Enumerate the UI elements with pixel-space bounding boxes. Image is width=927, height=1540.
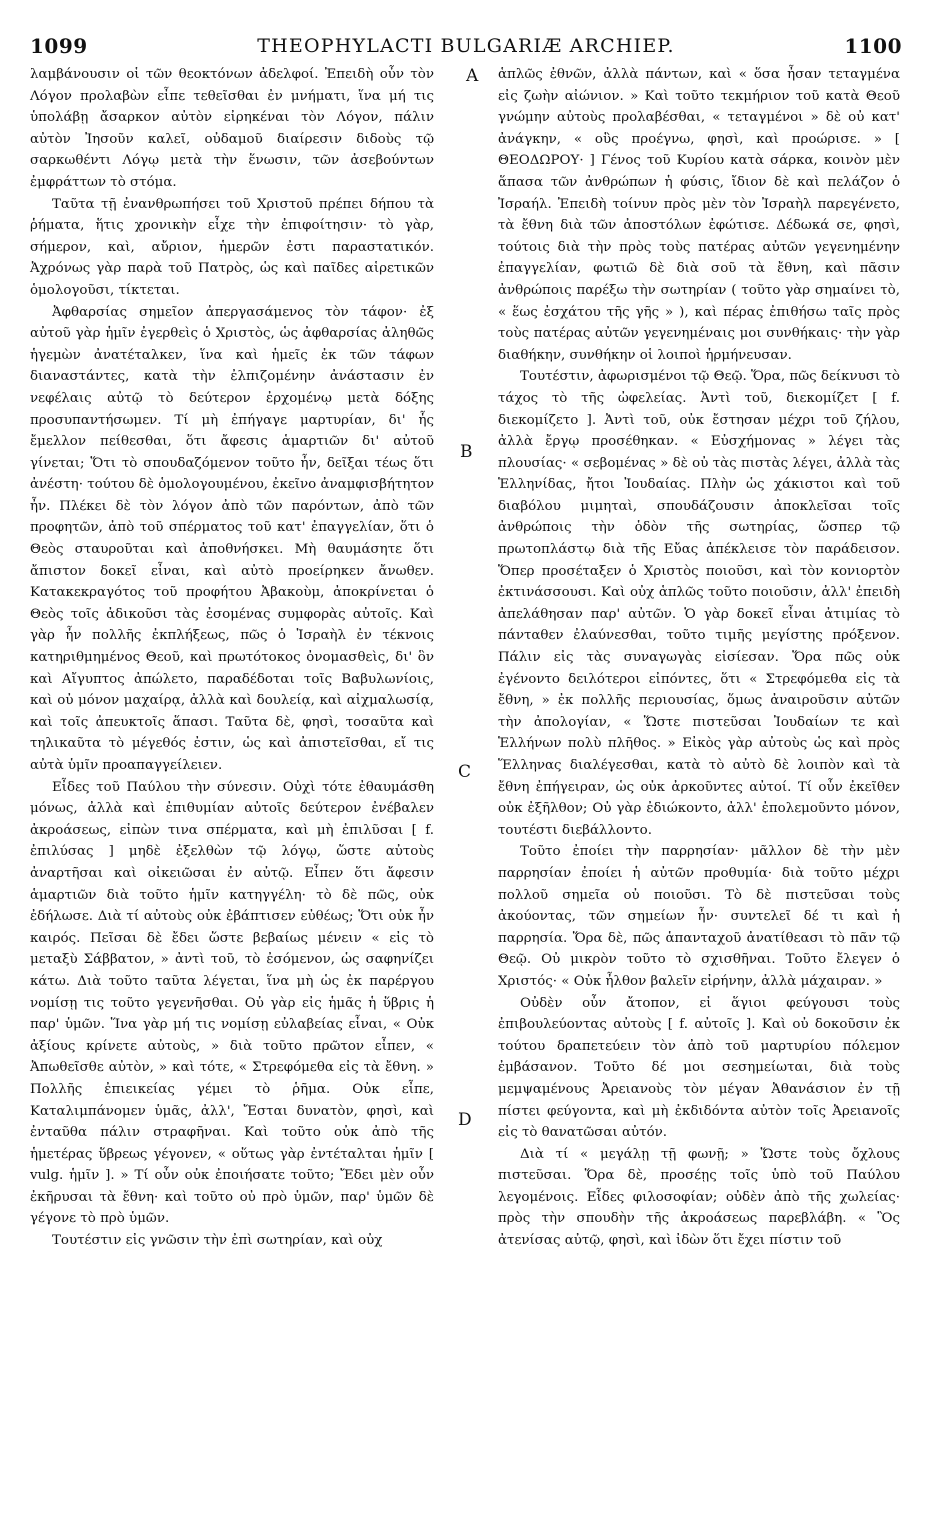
paragraph: Εἶδες τοῦ Παύλου τὴν σύνεσιν. Οὐχὶ τότε ἐθαυμάσθη μόνως, ἀλλὰ καὶ ἐπιθυμίαν αὐτοῖς δεύτερον ἐνέβαλεν ἀκροάσεως, εἰπὼν τινα σπέρματα, καὶ μὴ ἐπιλῦσαι [ f. ἐπιλύσας ] μηδὲ ἐξελθὼν τῷ λόγῳ, ὥστε αὐτοὺς ἀναρτῆσαι καὶ οἰκειῶσαι ἐν αὐτῷ. Εἶπεν ὅτι ἄφεσιν ἁμαρτιῶν διὰ τοῦτο ἡμῖν κατηγγέλη· τὸ δὲ πῶς, οὐκ ἐδήλωσε. Διὰ τί αὐτοὺς οὐκ ἐβάπτισεν εὐθέως; Ὅτι οὐκ ἦν καιρός. Πεῖσαι δὲ ἔδει ὥστε βεβαίως μένειν « εἰς τὸ μεταξὺ Σάββατον, » ἀντὶ τοῦ, τὸ ἐσόμενον, ὡς σαφηνίζει κάτω. Διὰ τοῦτο ταῦτα λέγεται, ἵνα μὴ ὡς ἐκ παρέργου νομίσῃ τις τοῦτο γεγενῆσθαι. Οὐ γὰρ εἰς ἡμᾶς ἡ ὕβρις ἡ παρ' ὑμῶν. Ἵνα γὰρ μή τις νομίσῃ εὐλαβείας εἶναι, « Οὐκ ἀξίους κρίνετε αὐτοὺς, » διὰ τοῦτο πρῶτον εἶπεν, « Ἀπωθεῖσθε αὐτὸν, » καὶ τότε, « Στρεφόμεθα εἰς τὰ ἔθνη. » Πολλῆς ἐπιεικείας γέμει τὸ ῥῆμα. Οὐκ εἶπε, Καταλιμπάνομεν ὑμᾶς, ἀλλ', Ἔσται δυνατὸν, φησὶ, καὶ ἐνταῦθα πάλιν στραφῆναι. Καὶ τοῦτο οὐκ ἀπὸ τῆς ἡμετέρας ὕβρεως γέγονεν, « οὕτως γὰρ ἐντέταλται ἡμῖν [ vulg. ἡμῖν ]. » Τί οὖν οὐκ ἐποιήσατε τοῦτο; Ἔδει μὲν οὖν ἐκῆρυσαι τὰ ἔθνη· καὶ τοῦτο οὐ πρὸ ὑμῶν, παρ' ὑμῶν δὲ γέγονε τὸ πρὸ ὑμῶν.: [30, 779, 434, 1227]
margin-letter-b: B: [460, 442, 473, 462]
paragraph: Ταῦτα τῇ ἐνανθρωπήσει τοῦ Χριστοῦ πρέπει δήπου τὰ ῥήματα, ἥτις χρονικὴν εἶχε τὴν ἐπιφοίτησιν· τὸ γὰρ, σήμερον, καὶ, αὔριον, ἡμερῶν ἐστι παραστατικόν. Ἀχρόνως γὰρ παρὰ τοῦ Πατρὸς, ὡς καὶ παῖδες αἱρετικῶν ὁμολογοῦσι, τίκτεται.: [30, 196, 434, 298]
page-number-right: 1100: [844, 34, 902, 58]
paragraph: ἁπλῶς ἐθνῶν, ἀλλὰ πάντων, καὶ « ὅσα ἦσαν τεταγμένα εἰς ζωὴν αἰώνιον. » Καὶ τοῦτο τεκμήριον τοῦ κατὰ Θεοῦ γνώμην αὐτοὺς προλαβέσθαι, « τεταγμένοι » δὲ οὐ κατ' ἀνάγκην, « οὓς προέγνω, φησὶ, καὶ προώρισε. » [ ΘΕΟΔΩΡΟΥ· ] Γένος τοῦ Κυρίου κατὰ σάρκα, κοινὸν μὲν ἅπασα τῶν ἀνθρώπων ἡ φύσις, ἴδιον δὲ καὶ πελάζον ὁ Ἰσραήλ. Ἐπειδὴ τοίνυν πρὸς μὲν τὸν Ἰσραὴλ παρεγένετο, τὰ ἔθνη διὰ τῶν ἀποστόλων ἐφώτισε. Δέδωκά σε, φησὶ, τούτοις διὰ τὴν πρὸς τοὺς πατέρας αὐτῶν γεγενημένην ἐπαγγελίαν, φωτιῶ δὲ διὰ σοῦ τὰ ἔθνη, καὶ πᾶσιν ἀνθρώποις παρέξω τὴν σωτηρίαν ( τοῦτο γὰρ σημαίνει τὸ, « ἕως ἐσχάτου τῆς γῆς » ), καὶ πέρας ἐπιθήσω ταῖς πρὸς τοὺς πατέρας αὐτῶν γεγενημέναις μοι συνθήκαις· τὴν γὰρ διαθήκην, συνθήκην οἱ λοιποὶ ἡρμήνευσαν.: [498, 67, 900, 363]
paragraph: Ἀφθαρσίας σημεῖον ἀπεργασάμενος τὸν τάφον· ἐξ αὐτοῦ γὰρ ἡμῖν ἐγερθεὶς ὁ Χριστὸς, ὡς ἀφθαρσίας ἀληθῶς ἡγεμὼν ἀνατέταλκεν, ἵνα καὶ ἡμεῖς ἐκ τῶν τάφων διαναστάντες, κατὰ τὴν ἐλπιζομένην ἀνάστασιν ἐν νεφέλαις αὐτῷ τὸ δεύτερον ἐρχομένῳ μετὰ δόξης προσυπαντήσωμεν. Τί μὴ ἐπήγαγε μαρτυρίαν, δι' ἧς ἔμελλον πείθεσθαι, ὅτι ἄφεσις ἁμαρτιῶν δι' αὐτοῦ γίνεται; Ὅτι τὸ σπουδαζόμενον τοῦτο ἦν, δεῖξαι τέως ὅτι ἀνέστη· τούτου δὲ ὁμολογουμένου, ἐκεῖνο ἀναμφισβήτητον ἦν. Πλέκει δὲ τὸν λόγον ἀπὸ τῶν παρόντων, ἀπὸ τῶν προφητῶν, ἀπὸ τοῦ σπέρματος τοῦ κατ' ἐπαγγελίαν, ὅτι ὁ Θεὸς σταυροῦται καὶ ἀποθνήσκει. Μὴ θαυμάσητε ὅτι ἄπιστον δοκεῖ εἶναι, καὶ αὐτὸ προείρηκεν ἄνωθεν. Κατακεκραγότος τοῦ προφήτου Ἀβακοὺμ, ἀποκρίνεται ὁ Θεὸς τοῖς ἀδικοῦσι τὰς ἐσομένας συμφορὰς αὐτοῖς. Καὶ γὰρ ἦν πολλῆς ἐκπλήξεως, πῶς ὁ Ἰσραὴλ ἐν τέκνοις κατηριθμημένος Θεοῦ, καὶ πρωτότοκος ὀνομασθεὶς, δι' ὃν καὶ Αἴγυπτος ἀπώλετο, παραδέδοται τοῖς Βαβυλωνίοις, καὶ οὐ μόνον μαχαίρᾳ, ἀλλὰ καὶ δουλείᾳ, καὶ αἰχμαλωσίᾳ, καὶ τοῖς ἀπευκτοῖς ἅπασι. Ταῦτα δὲ, φησὶ, τοσαῦτα καὶ τηλικαῦτα τὸ μέγεθός ἐστιν, ὡς καὶ ἀπιστεῖσθαι, εἴ τις αὐτὰ ὑμῖν προαπαγγείλειεν.: [30, 304, 434, 773]
page-number-left: 1099: [30, 34, 88, 58]
left-column: [30, 64, 434, 1252]
margin-letter-c: C: [458, 762, 472, 782]
paragraph: Οὐδὲν οὖν ἄτοπον, εἰ ἅγιοι φεύγουσι τοὺς ἐπιβουλεύοντας αὐτοὺς [ f. αὐτοῖς ]. Καὶ οὐ δοκοῦσιν ἐκ τούτου δραπετεύειν τὸν ἀπὸ τοῦ μαρτυρίου πόλεμον ἐμβάσανον. Τοῦτο δέ μοι σεσημείωται, διὰ τοὺς μεμψαμένους Ἀρειανοὺς τὸν μέγαν Ἀθανάσιον ἐν τῇ πίστει φεύγοντα, καὶ μὴ ἐκδιδόντα αὐτὸν τοῖς Ἀρειανοῖς εἰς τὸ θανατῶσαι αὐτόν.: [498, 995, 900, 1141]
paragraph: Τοῦτο ἐποίει τὴν παρρησίαν· μᾶλλον δὲ τὴν μὲν παρρησίαν ἐποίει ἡ αὐτῶν προθυμία· διὰ τοῦτο μέχρι πολλοῦ σημεῖα οὐ ποιοῦσι. Τὸ δὲ πιστεῦσαι τοὺς ἀκούοντας, τῶν σημείων ἦν· συντελεῖ δέ τι καὶ ἡ παρρησία. Ὅρα δὲ, πῶς ἁπανταχοῦ ἀνατίθεασι τὸ πᾶν τῷ Θεῷ. Οὐ μικρὸν τοῦτο τὸ σχισθῆναι. Τοῦτο ἔλεγεν ὁ Χριστός· « Οὐκ ἦλθον βαλεῖν εἰρήνην, ἀλλὰ μάχαιραν. »: [498, 844, 900, 989]
paragraph: Τουτέστιν εἰς γνῶσιν τὴν ἐπὶ σωτηρίαν, καὶ οὐχ: [52, 1233, 383, 1249]
running-title: THEOPHYLACTI BULGARIÆ ARCHIEP.: [257, 35, 675, 57]
page-header: [30, 34, 902, 64]
paragraph: λαμβάνουσιν οἱ τῶν θεοκτόνων ἀδελφοί. Ἐπειδὴ οὖν τὸν Λόγον προλαβὼν εἶπε τεθεῖσθαι ἐν μνήματι, ἵνα μή τις ὑπολάβῃ ἄσαρκον αὐτὸν εἰρηκέναι τὸν Λόγον, πάλιν αὐτὸν Ἰησοῦν καλεῖ, οὐδαμοῦ διαίρεσιν διδοὺς τῷ σαρκωθέντι Λόγῳ μετὰ τὴν ἕνωσιν, τῶν ἀσεβούντων ἐμφράττων τὸ στόμα.: [30, 67, 434, 190]
margin-letter-a: A: [466, 66, 479, 86]
paragraph: Τουτέστιν, ἀφωρισμένοι τῷ Θεῷ. Ὅρα, πῶς δείκνυσι τὸ τάχος τὸ τῆς ὠφελείας. Ἀντὶ τοῦ, διεκομίζετ [ f. διεκομίζετο ]. Ἀντὶ τοῦ, οὐκ ἔστησαν μέχρι τοῦ ζήλου, ἀλλὰ ἔργῳ προσέθηκαν. « Εὐσχήμονας » λέγει τὰς πλουσίας· « σεβομένας » δὲ οὐ τὰς πιστὰς λέγει, ἀλλὰ τὰς Ἑλληνίδας, ἤτοι Ἰουδαίας. Πλὴν ὡς χάκιστοι καὶ τοῦ διαβόλου μιμηταὶ, σπουδάζουσιν ἀποκλεῖσαι τοῖς ἀνθρώποις τὴν ὁδὸν τῆς σωτηρίας, ὥσπερ τῷ πρωτοπλάστῳ διὰ τῆς Εὔας ἀπέκλεισε τὸν παράδεισον. Ὅπερ προσέταξεν ὁ Χριστὸς ποιοῦσι, καὶ τὸν κονιορτὸν ἐκτινάσσουσι. Καὶ οὐχ ἁπλῶς τοῦτο ποιοῦσιν, ἀλλ' ἐπειδὴ ἀπελάθησαν παρ' αὐτῶν. Ὁ γὰρ δοκεῖ εἶναι ἀτιμίας τὸ πάνταθεν ἐλαύνεσθαι, τοῦτο τιμῆς μεγίστης πρόξενον. Πάλιν εἰς τὰς συναγωγὰς εἰσίεσαν. Ὅρα πῶς οὐκ ἐγένοντο δειλότεροι εἰπόντες, ὅτι « Στρεφόμεθα εἰς τὰ ἔθνη, » ἐκ πολλῆς περιουσίας, ὅμως ἀναιροῦσιν αὐτῶν τὴν ἀπολογίαν, « Ὥστε πιστεῦσαι Ἰουδαίων τε καὶ Ἑλλήνων πολὺ πλῆθος. » Εἰκὸς γὰρ αὐτοὺς ὡς καὶ πρὸς Ἕλληνας διαλέγεσθαι, κατὰ τὸ αὐτὸ δὲ λοιπὸν καὶ τὰ ἔθνη ἐπήγειραν, ὡς οὐκ ἀρκοῦντες αὐτοί. Τί οὖν ἐκεῖθεν οὐκ ἐξῆλθον; Οὐ γὰρ ἐδιώκοντο, ἀλλ' ἐπολεμοῦντο μόνον, τουτέστι διεβάλλοντο.: [498, 369, 900, 838]
margin-letter-d: D: [458, 1110, 472, 1130]
right-column: [498, 64, 900, 1252]
paragraph: Διὰ τί « μεγάλῃ τῇ φωνῇ; » Ὥστε τοὺς ὄχλους πιστεῦσαι. Ὅρα δὲ, προσέῃς τοῖς ὑπὸ τοῦ Παύλου λεγομένοις. Εἶδες φιλοσοφίαν; οὐδὲν ἀπὸ τῆς χωλείας· πρὸς τὴν σπουδὴν τῆς ἀκροάσεως παρεβλάβη. « Ὃς ἀτενίσας αὐτῷ, φησὶ, καὶ ἰδὼν ὅτι ἔχει πίστιν τοῦ: [498, 1146, 900, 1249]
